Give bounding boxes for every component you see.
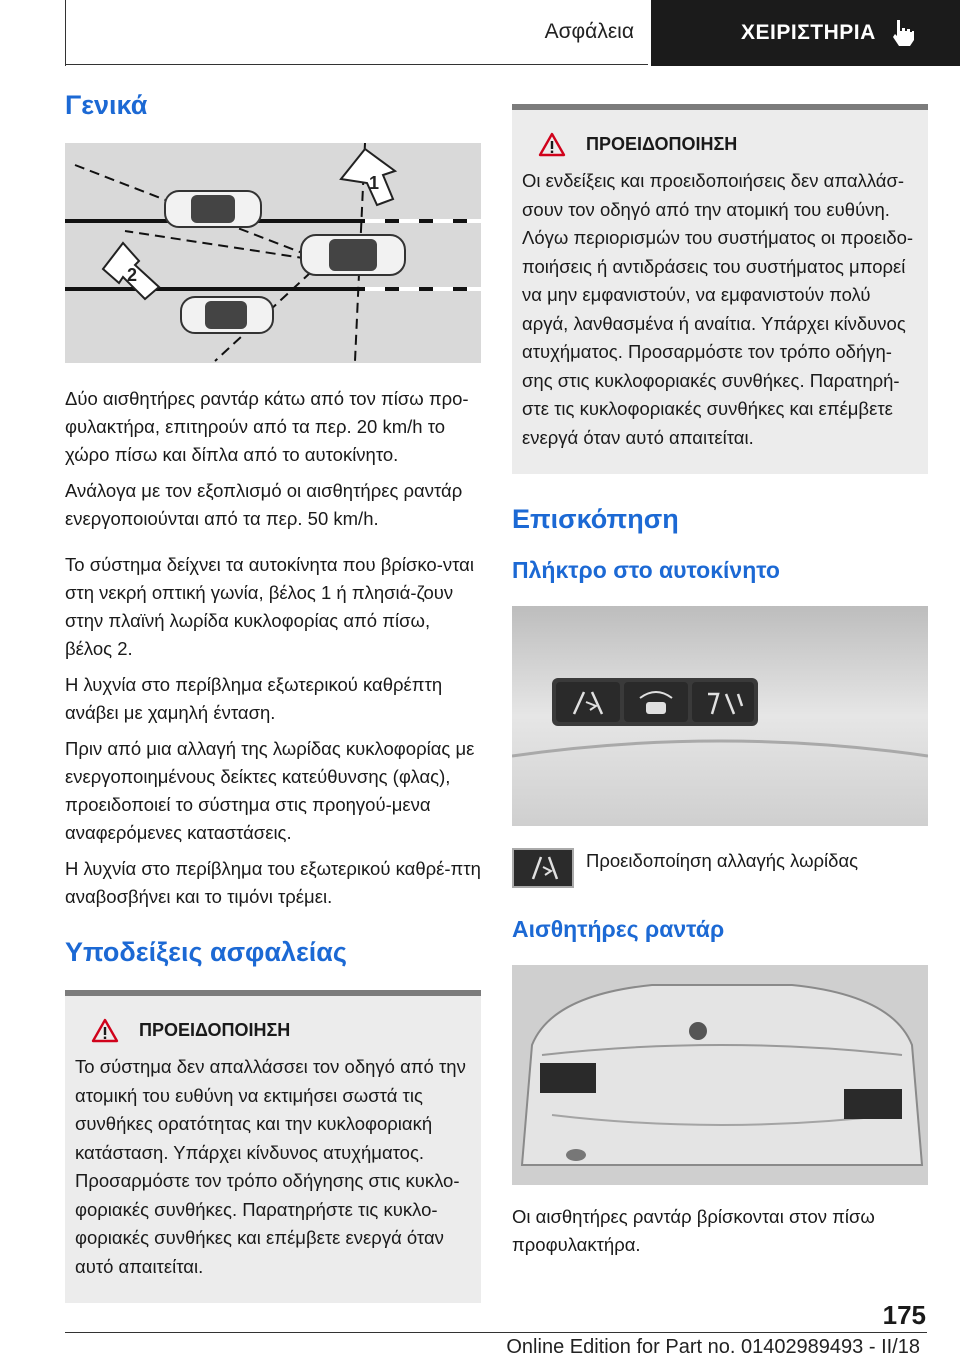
heading-safety: Υποδείξεις ασφαλείας (65, 937, 347, 967)
button-panel-image (512, 606, 928, 826)
warning-heading: ΠΡΟΕΙΔΟΠΟΙΗΣΗ (139, 1020, 291, 1040)
warning-box (512, 104, 928, 474)
paragraph: Ανάλογα με τον εξοπλισμό οι αισθητήρες ραντάρ ενεργοποιούνται από τα περ. 50 km/h. (65, 480, 463, 529)
legend-text: Προειδοποίηση αλλαγής λωρίδας (586, 850, 859, 871)
left-column (65, 90, 481, 1303)
lane-diagram-image (65, 143, 481, 363)
lane-departure-button[interactable] (692, 682, 754, 722)
logo-icon (689, 1022, 707, 1040)
rear-bumper-figure (512, 965, 928, 1185)
radar-sensor-right (844, 1089, 902, 1119)
lane-diagram-figure (65, 143, 481, 363)
lane-change-warning-icon (512, 848, 574, 888)
paragraph: Οι αισθητήρες ραντάρ βρίσκονται στον πίσω προφυλακτήρα. (512, 1206, 875, 1255)
section-title: Ασφάλεια (544, 20, 634, 43)
warning-heading: ΠΡΟΕΙΔΟΠΟΙΗΣΗ (586, 134, 738, 154)
exhaust-icon (566, 1149, 586, 1161)
radar-sensor-left (540, 1063, 596, 1093)
page-number: 175 (882, 1300, 926, 1330)
hand-pointer-icon (890, 18, 916, 48)
edition-text: Online Edition for Part no. 01402989493 - II/18 (506, 1336, 920, 1358)
arrow-1-label: 1 (369, 173, 380, 193)
warning-triangle-icon (91, 1018, 119, 1043)
car-icon (301, 235, 405, 275)
footer-rule (65, 1332, 927, 1333)
chapter-tab[interactable] (651, 0, 960, 66)
chapter-tab-label: ΧΕΙΡΙΣΤΗΡΙΑ (741, 21, 876, 44)
arrow-2-label: 2 (127, 265, 138, 285)
warning-text: Το σύστημα δεν απαλλάσσει τον οδηγό από την ατομική του ευθύνη να εκτιμήσει σωστά τις συνθήκες ορατότητας και την κυκλοφοριακή κατάσταση. Υπάρχει κίνδυνος ατυχήματος. Προσαρμόστε τον τρόπο οδήγησης στις κυκλο-φοριακές συνθήκες. Παρατηρήστε τις κυκλο-φοριακές συνθήκες και επέμβετε ενεργά όταν αυτό απαιτείται. (75, 1056, 466, 1277)
warning-triangle-icon (538, 132, 566, 157)
page-footer (0, 1290, 960, 1362)
paragraph: Δύο αισθητήρες ραντάρ κάτω από τον πίσω προ-φυλακτήρα, επιτηρούν από τα περ. 20 km/h το χώρο πίσω και δίπλα από το αυτοκίνητο. (65, 388, 469, 465)
button-panel-figure (512, 606, 928, 826)
paragraph: Η λυχνία στο περίβλημα εξωτερικού καθρέπτη ανάβει με χαμηλή ένταση. (65, 674, 443, 723)
heading-overview: Επισκόπηση (512, 504, 679, 534)
rear-bumper-image (512, 965, 928, 1185)
header-rule (65, 64, 648, 65)
heading-button: Πλήκτρο στο αυτοκίνητο (512, 557, 780, 583)
car-icon (165, 191, 261, 227)
paragraph: Το σύστημα δείχνει τα αυτοκίνητα που βρίσκο-νται στη νεκρή οπτική γωνία, βέλος 1 ή πλησιά-ζουν στην πλαϊνή λωρίδα κυκλοφορίας από πίσω, βέλος 2. (65, 554, 474, 659)
page-header (0, 0, 960, 66)
legend-row (512, 848, 928, 888)
heading-radar-sensors: Αισθητήρες ραντάρ (512, 916, 725, 942)
collision-warning-button[interactable] (624, 682, 688, 722)
car-icon (181, 297, 273, 333)
paragraph: Η λυχνία στο περίβλημα του εξωτερικού καθρέ-πτη αναβοσβήνει και το τιμόνι τρέμει. (65, 858, 481, 907)
right-column (512, 104, 928, 1267)
warning-text: Οι ενδείξεις και προειδοποιήσεις δεν απαλλάσ-σουν τον οδηγό από την ατομική του ευθύνη. Λόγω περιορισμών του συστήματος οι προειδο-ποιήσεις ή αντιδράσεις του συστήματος μπορεί να μην εμφανιστούν, να εμφανιστούν πολύ αργά, λανθασμένα ή αναίτια. Υπάρχει κίνδυνος ατυχήματος. Προσαρμόστε τον τρόπο οδήγη-σης στις κυκλοφοριακές συνθήκες. Παρατηρή-στε τις κυκλοφοριακές συνθήκες και επέμβετε ενεργά όταν αυτό απαιτείται. (522, 170, 914, 448)
warning-box (65, 990, 481, 1303)
paragraph: Πριν από μια αλλαγή της λωρίδας κυκλοφορίας με ενεργοποιημένους δείκτες κατεύθυνσης (φλας), προειδοποιεί το σύστημα στις προηγού-μενα αναφερόμενες καταστάσεις. (65, 738, 475, 843)
heading-general: Γενικά (65, 90, 148, 120)
lane-change-warning-button[interactable] (556, 682, 620, 722)
